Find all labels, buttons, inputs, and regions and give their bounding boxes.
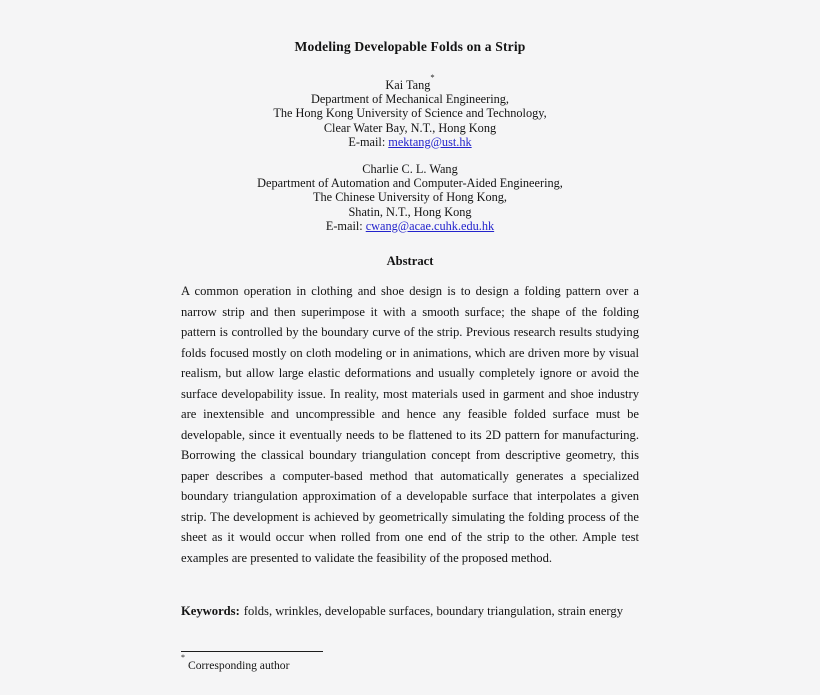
affiliation-line: Clear Water Bay, N.T., Hong Kong [323,120,497,135]
keywords-line [181,603,639,619]
author-block-2 [181,162,639,233]
email-label: E-mail: [325,218,363,233]
affiliation-line: The Hong Kong University of Science and Technology, [273,106,547,121]
author-name [181,71,639,92]
author-block-1 [181,71,639,149]
page-title: Modeling Developable Folds on a Strip [294,39,526,54]
keywords-text: folds, wrinkles, developable surfaces, boundary triangulation, strain energy [243,604,623,619]
affiliation-line: Shatin, N.T., Hong Kong [348,204,472,219]
paper-content [181,0,639,673]
author-name-text: Kai Tang [385,78,431,92]
email-link[interactable]: mektang@ust.hk [388,134,472,149]
footnote-text: Corresponding author [188,658,290,672]
corresponding-author-marker: * [430,71,435,82]
affiliation-line: Department of Automation and Computer-Aided Engineering, [257,176,563,191]
email-line [181,219,639,233]
abstract-heading: Abstract [386,254,434,269]
email-line [181,135,639,149]
abstract-text: A common operation in clothing and shoe design is to design a folding pattern over a narrow strip and then superimpose it with a smooth surface; the shape of the folding pattern is controlled by the boundary curve of the strip. Previous research results studying folds focused mostly on cloth modeling or in animations, which are driven more by visual realism, but allow large elastic deformations and usually completely ignore or avoid the surface developability issue. In reality, most materials used in garment and shoe industry are inextensible and uncompressible and hence any feasible folded surface must be developable, since it eventually needs to be flattened to its 2D pattern for manufacturing. Borrowing the classical boundary triangulation concept from descriptive geometry, this paper describes a computer-based method that automatically generates a specialized boundary triangulation approximation of a developable surface that interpolates a given strip. The development is achieved by geometrically simulating the folding process of the sheet as it would occur when rolled from one end of the strip to the other. Ample test examples are presented to validate the feasibility of the proposed method. [181,284,639,565]
affiliation-line: Department of Mechanical Engineering, [310,92,510,107]
email-link[interactable]: cwang@acae.cuhk.edu.hk [365,218,495,233]
footnote-divider [181,651,323,652]
footnote-marker: * [181,653,185,663]
keywords-label: Keywords: [181,604,240,619]
email-label: E-mail: [348,134,386,149]
footnote [181,655,639,673]
author-name: Charlie C. L. Wang [362,162,458,177]
affiliation-line: The Chinese University of Hong Kong, [313,190,507,205]
